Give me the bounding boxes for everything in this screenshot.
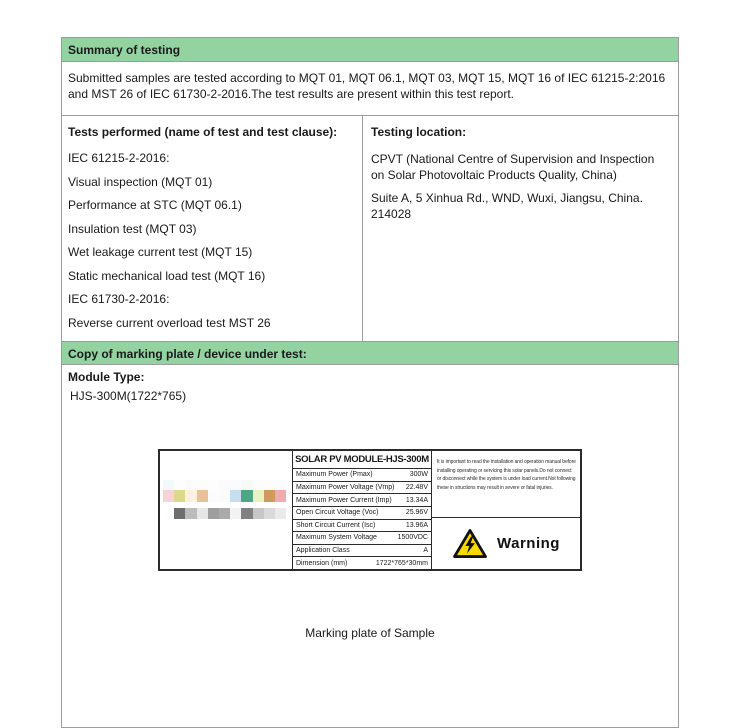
spec-label: Maximum Power (Pmax) [296,471,373,479]
test-item: Wet leakage current test (MQT 15) [68,245,253,259]
logo-mosaic-row [163,480,289,490]
spec-value: 13.34A [405,496,428,504]
spec-label: Short Circuit Current (Isc) [296,521,376,529]
logo-mosaic [163,480,289,519]
hazard-triangle-icon [452,528,488,559]
spec-row [293,482,431,495]
logo-mosaic-row [163,508,289,519]
logo-mosaic-row [163,490,289,502]
spec-row [293,507,431,520]
module-type-value: HJS-300M(1722*765) [70,389,187,403]
spec-value: A [423,547,428,555]
plate-caption: Marking plate of Sample [305,626,435,640]
test-report-page [61,37,679,728]
spec-label: Maximum Power Current (Imp) [296,496,392,504]
spec-row [293,545,431,558]
spec-row [293,494,431,507]
marking-plate-section [62,365,678,727]
section-header-summary [62,38,678,62]
marking-plate-image [158,449,582,571]
spec-label: Dimension (mm) [296,559,348,567]
test-item: Performance at STC (MQT 06.1) [68,198,242,212]
spec-label: Maximum Power Voltage (Vmp) [296,483,395,491]
test-item: Insulation test (MQT 03) [68,221,197,236]
tests-performed-header: Tests performed (name of test and test clause): [68,125,338,139]
spec-table-title: SOLAR PV MODULE-HJS-300M [293,451,431,469]
spec-row [293,557,431,569]
tests-location-table [62,116,678,341]
section-header-marking-plate [62,341,678,365]
spec-value: 25.96V [405,509,428,517]
test-item: IEC 61215-2-2016: [68,151,170,165]
spec-value: 300W [409,471,428,479]
warning-cell [432,518,580,569]
plate-right-panel [432,451,580,569]
test-item: Reverse current overload test MST 26 [68,315,271,330]
module-spec-table [292,451,432,569]
spec-label: Application Class [296,547,350,555]
test-item: Static mechanical load test (MQT 16) [68,268,266,283]
marking-plate-title: Copy of marking plate / device under test: [68,347,307,361]
spec-label: Open Circuit Voltage (Voc) [296,509,379,517]
safety-notice-text: It is important to read the installation and operation manual before installing operating or servicing this solar panels.Do not connect or disconnect while the system is under load current.Not following these in structions may result in severe or fatal injuries. [432,451,580,518]
test-item: Visual inspection (MQT 01) [68,174,213,189]
summary-paragraph: Submitted samples are tested according to MQT 01, MQT 06.1, MQT 03, MQT 15, MQT 16 of IEC 61215-2:2016 and MST 26 of IEC 61730-2-2016.The test results are present within this test report. [62,62,678,116]
spec-row [293,532,431,545]
spec-value: 13.96A [405,521,428,529]
spec-row [293,520,431,533]
warning-label: Warning [497,535,560,552]
tests-performed-cell [62,116,363,341]
location-line: CPVT (National Centre of Supervision and Inspection on Solar Photovoltaic Products Quality, China) [371,152,655,182]
location-line: Suite A, 5 Xinhua Rd., WND, Wuxi, Jiangsu, China. 214028 [371,191,643,221]
spec-value: 1500VDC [397,534,428,542]
module-type-label: Module Type: [68,370,145,384]
spec-value: 1722*765*30mm [375,559,428,567]
testing-location-header: Testing location: [371,125,467,139]
manufacturer-logo-redacted [160,451,292,569]
testing-location-cell [363,116,678,341]
spec-label: Maximum System Voltage [296,534,377,542]
summary-title: Summary of testing [68,43,181,57]
test-item: IEC 61730-2-2016: [68,292,170,306]
spec-row [293,469,431,482]
spec-value: 22.48V [405,483,428,491]
